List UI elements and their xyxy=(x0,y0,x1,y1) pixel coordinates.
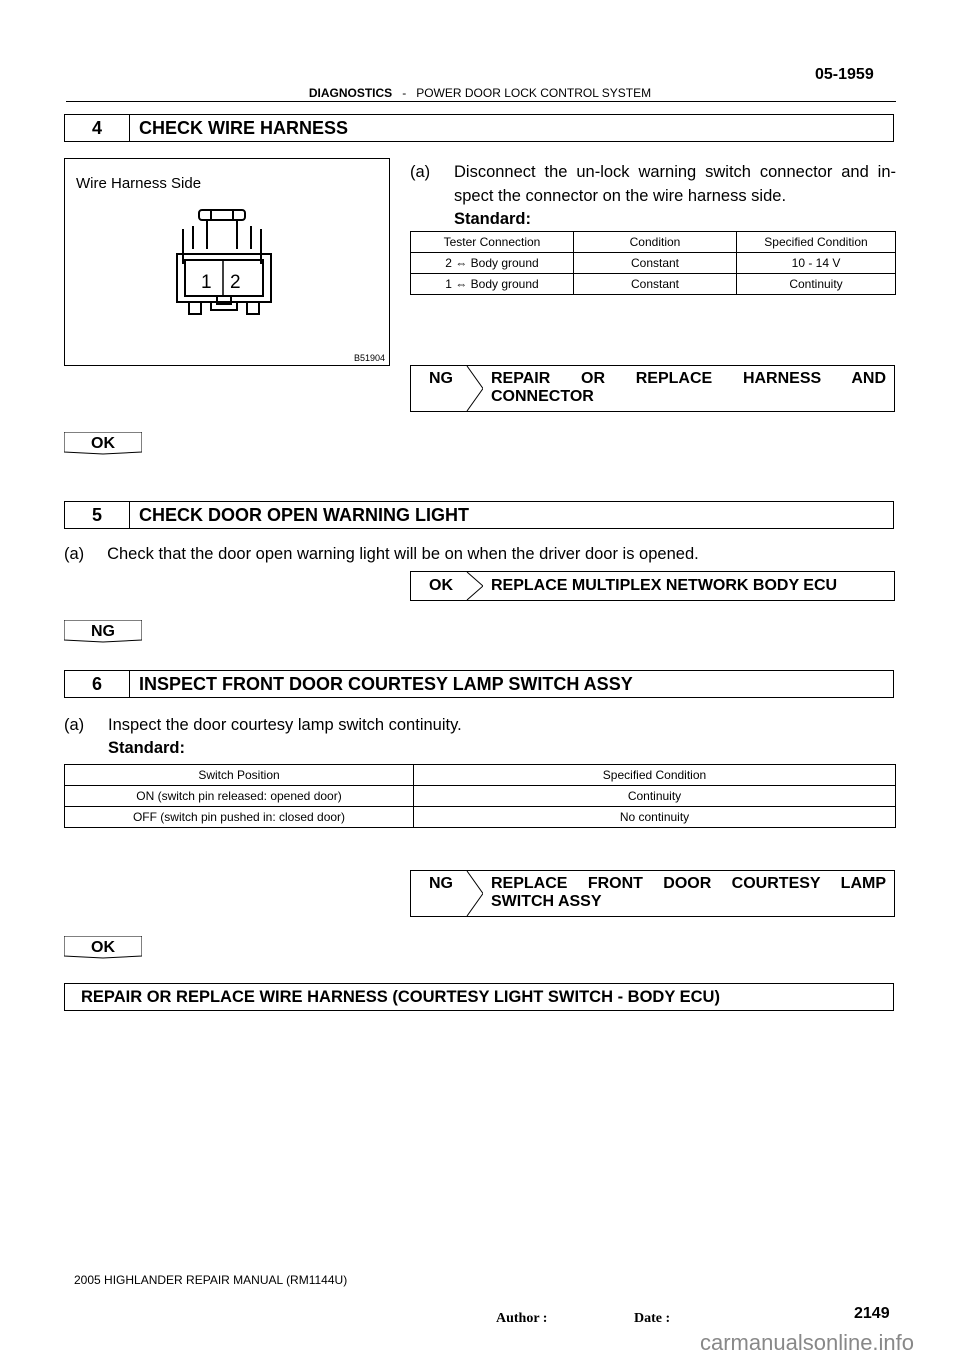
table-header-row xyxy=(411,232,896,253)
step-5-ng-tag xyxy=(64,620,142,646)
step-4-number: 4 xyxy=(65,115,130,141)
author-label: Author : xyxy=(496,1311,548,1326)
step-6-number: 6 xyxy=(65,671,130,697)
table-header-cell: Specified Condition xyxy=(737,232,896,253)
final-action-box xyxy=(64,983,894,1011)
table-row xyxy=(65,786,896,807)
step-6-para-marker: (a) xyxy=(64,716,85,734)
step-4-para-line2: spect the connector on the wire harness side. xyxy=(454,187,787,205)
ng-tag-label: NG xyxy=(91,623,115,640)
step-4-para-marker: (a) xyxy=(410,163,431,181)
ok-tag-label: OK xyxy=(91,435,115,452)
page-number: 2149 xyxy=(854,1305,890,1322)
step-5-para: (a) Check that the door open warning light will be on when the driver door is opened. xyxy=(64,545,699,563)
step-5-number: 5 xyxy=(65,502,130,528)
ok-tag-label: OK xyxy=(91,939,115,956)
step-6-standard-label: Standard: xyxy=(108,739,186,757)
step-5-title: CHECK DOOR OPEN WARNING LIGHT xyxy=(139,504,470,525)
table-header-cell: Tester Connection xyxy=(411,232,574,253)
step-6-spec-table xyxy=(64,764,896,828)
step-4-standard-label: Standard: xyxy=(454,210,532,228)
section-header xyxy=(0,86,960,100)
table-row xyxy=(411,253,896,274)
table-cell: No continuity xyxy=(414,807,896,828)
connector-figure xyxy=(64,158,390,366)
table-cell: 10 - 14 V xyxy=(737,253,896,274)
table-header-cell: Condition xyxy=(574,232,737,253)
connector-diagram-icon xyxy=(171,204,281,324)
table-row xyxy=(65,807,896,828)
table-cell: Continuity xyxy=(414,786,896,807)
system-name: POWER DOOR LOCK CONTROL SYSTEM xyxy=(416,86,652,100)
step-6-header xyxy=(64,670,894,698)
step-6-ok-tag xyxy=(64,936,142,962)
date-label: Date : xyxy=(634,1311,671,1326)
table-header-row xyxy=(65,765,896,786)
step-5-ok-result xyxy=(410,571,895,601)
step-5-header xyxy=(64,501,894,529)
table-cell: OFF (switch pin pushed in: closed door) xyxy=(65,807,414,828)
table-header-cell: Switch Position xyxy=(65,765,414,786)
ok-label: OK xyxy=(429,577,453,594)
step-6-ng-result xyxy=(410,870,895,917)
step-4-ok-tag xyxy=(64,432,142,458)
pin-1-label: 1 xyxy=(201,272,212,293)
ok-message: REPLACE MULTIPLEX NETWORK BODY ECU xyxy=(491,577,838,594)
ng-label: NG xyxy=(429,875,453,892)
header-rule xyxy=(66,101,896,102)
header-dash: - xyxy=(402,86,407,100)
ng-label-box xyxy=(411,871,483,916)
ng-label-box xyxy=(411,366,483,411)
table-cell: Constant xyxy=(574,253,737,274)
step-6-title: INSPECT FRONT DOOR COURTESY LAMP SWITCH ASSY xyxy=(139,673,633,694)
table-header-cell: Specified Condition xyxy=(414,765,896,786)
ng-message-line2: CONNECTOR xyxy=(491,388,594,405)
manual-footer: 2005 HIGHLANDER REPAIR MANUAL (RM1144U) xyxy=(74,1273,348,1287)
table-cell: 2 ⇔ Body ground xyxy=(411,253,574,274)
step-4-para-line1: Disconnect the un-lock warning switch connector and in- xyxy=(454,163,896,181)
section-name: DIAGNOSTICS xyxy=(308,86,393,100)
figure-code: B51904 xyxy=(353,353,385,363)
figure-title: Wire Harness Side xyxy=(76,175,202,192)
final-action-text: REPAIR OR REPLACE WIRE HARNESS (COURTESY LIGHT SWITCH - BODY ECU) xyxy=(81,988,720,1006)
ng-message-line2: SWITCH ASSY xyxy=(491,893,602,910)
ng-message-line1: REPLACE FRONT DOOR COURTESY LAMP xyxy=(491,875,886,892)
ng-message-line1: REPAIR OR REPLACE HARNESS AND xyxy=(491,370,886,387)
ng-label: NG xyxy=(429,370,453,387)
step-4-title: CHECK WIRE HARNESS xyxy=(139,117,349,138)
step-6-para: Inspect the door courtesy lamp switch continuity. xyxy=(108,716,462,734)
pin-2-label: 2 xyxy=(230,272,241,293)
watermark: carmanualsonline.info xyxy=(700,1330,915,1355)
table-cell: Continuity xyxy=(737,274,896,295)
step-4-spec-table xyxy=(410,231,896,295)
ok-label-box xyxy=(411,572,483,600)
page-code: 05-1959 xyxy=(815,66,874,83)
table-cell: Constant xyxy=(574,274,737,295)
table-cell: ON (switch pin released: opened door) xyxy=(65,786,414,807)
table-row xyxy=(411,274,896,295)
table-cell: 1 ⇔ Body ground xyxy=(411,274,574,295)
step-4-header xyxy=(64,114,894,142)
step-4-ng-result xyxy=(410,365,895,412)
